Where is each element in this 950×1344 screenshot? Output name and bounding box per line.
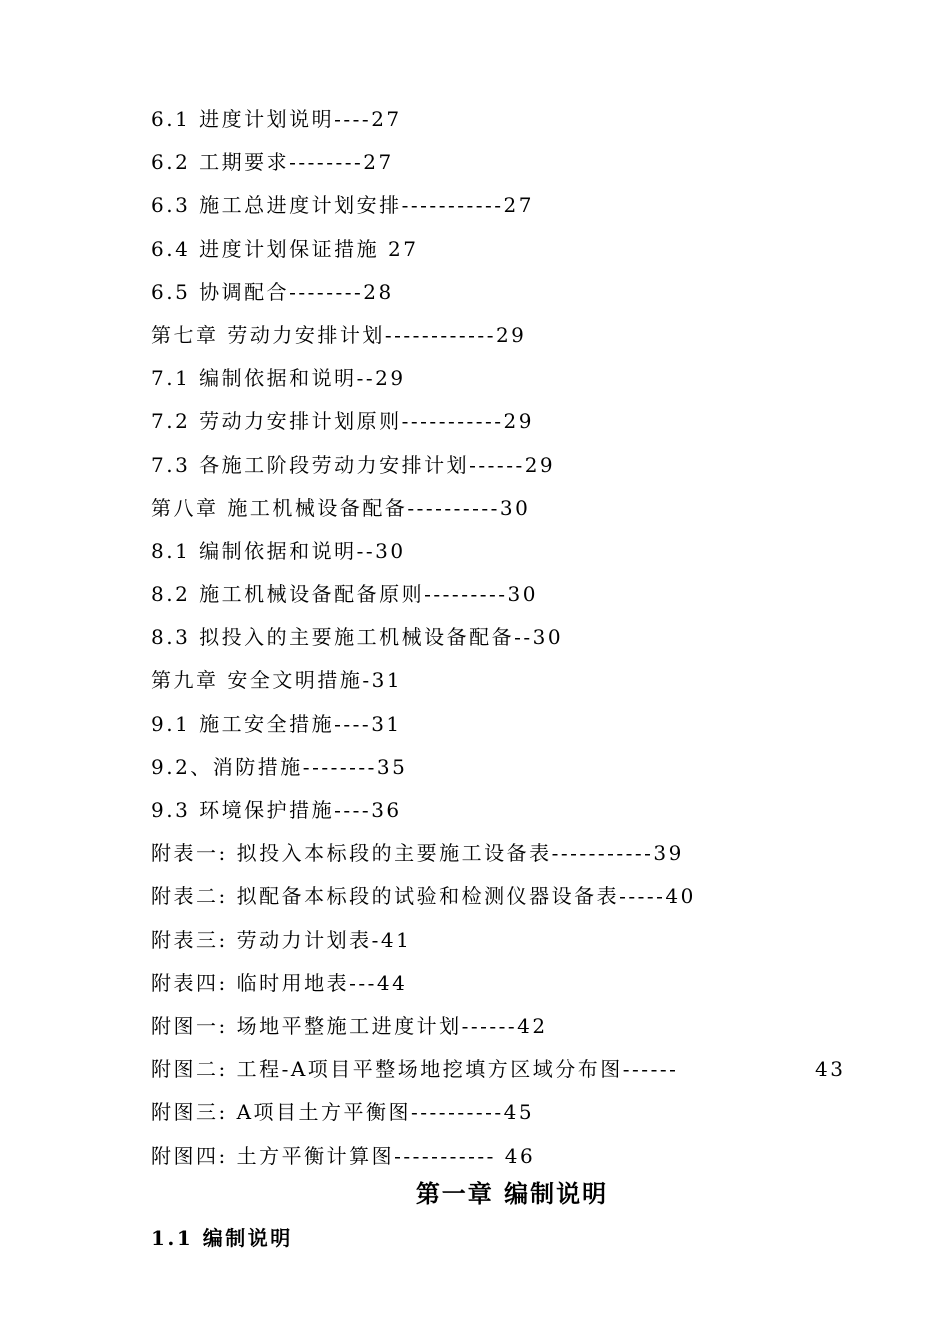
toc-entry-7-2: 7.2 劳动力安排计划原则-----------29 [151, 409, 534, 434]
toc-entry-7-3: 7.3 各施工阶段劳动力安排计划------29 [151, 452, 556, 477]
toc-entry-6-5: 6.5 协调配合--------28 [151, 279, 394, 304]
toc-entry-appendix-figure-1: 附图一: 场地平整施工进度计划------42 [151, 1013, 548, 1038]
toc-entry-9-1: 9.1 施工安全措施----31 [151, 711, 402, 736]
toc-entry-9-3: 9.3 环境保护措施----36 [151, 798, 402, 822]
toc-entry-appendix-table-4: 附表四: 临时用地表---44 [151, 970, 408, 995]
toc-entry-appendix-figure-4: 附图四: 土方平衡计算图----------- 46 [151, 1143, 536, 1168]
chapter-heading: 第一章 编制说明 [415, 1179, 609, 1208]
toc-entry-7-1: 7.1 编制依据和说明--29 [151, 366, 406, 391]
toc-entry-appendix-table-1: 附表一: 拟投入本标段的主要施工设备表-----------39 [151, 841, 684, 866]
table-of-contents [151, 99, 851, 1179]
toc-entry-6-4: 6.4 进度计划保证措施 27 [151, 236, 419, 261]
toc-entry-9-2: 9.2、消防措施--------35 [151, 754, 408, 779]
section-heading: 1.1 编制说明 [151, 1226, 293, 1250]
toc-entry-chapter-9: 第九章 安全文明措施-31 [151, 668, 403, 693]
toc-entry-appendix-figure-2: 附图二: 工程-A项目平整场地挖填方区域分布图------ 43 [151, 1049, 851, 1092]
toc-entry-6-1: 6.1 进度计划说明----27 [151, 107, 402, 131]
toc-entry-6-3: 6.3 施工总进度计划安排-----------27 [151, 193, 534, 218]
toc-entry-chapter-7: 第七章 劳动力安排计划------------29 [151, 322, 527, 347]
toc-entry-8-3: 8.3 拟投入的主要施工机械设备配备--30 [151, 625, 564, 650]
toc-page-number: 43 [815, 1057, 846, 1082]
toc-entry-8-2: 8.2 施工机械设备配备原则---------30 [151, 582, 538, 607]
toc-entry-8-1: 8.1 编制依据和说明--30 [151, 538, 406, 563]
toc-entry-appendix-figure-3: 附图三: A项目土方平衡图----------45 [151, 1100, 535, 1125]
toc-entry-appendix-table-2: 附表二: 拟配备本标段的试验和检测仪器设备表-----40 [151, 884, 696, 909]
toc-entry-appendix-table-3: 附表三: 劳动力计划表-41 [151, 927, 412, 952]
toc-entry-6-2: 6.2 工期要求--------27 [151, 150, 394, 175]
toc-entry-chapter-8: 第八章 施工机械设备配备----------30 [151, 495, 531, 520]
